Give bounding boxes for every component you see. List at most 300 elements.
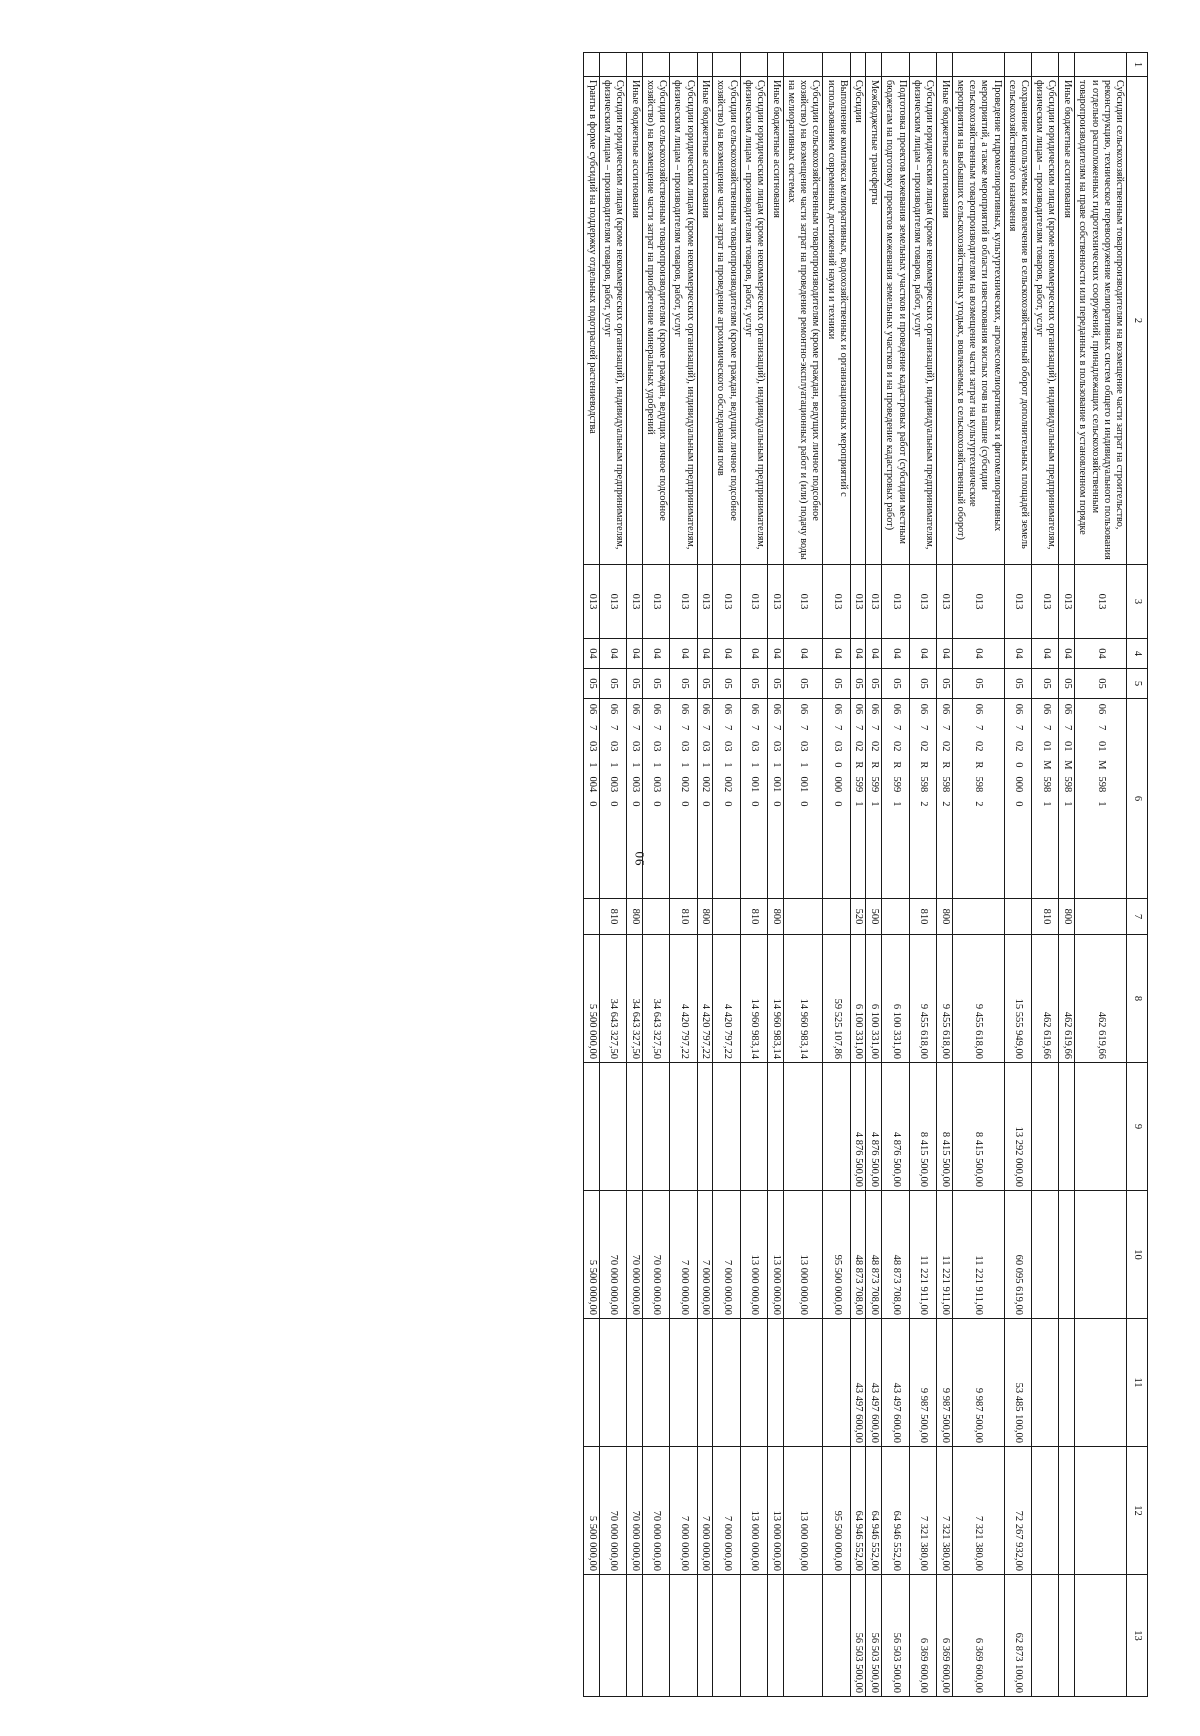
target-article-suffix: 1: [853, 801, 865, 807]
target-article-subprogram: 7: [770, 725, 782, 731]
ministry-code-cell: 013: [1059, 565, 1075, 639]
target-article-program: 06: [586, 703, 598, 715]
description-cell: Субсидии юридическим лицам (кроме некоммерческих организаций), индивидуальным предпринимателям, физическим лицам – производителям товаров, работ, услуг: [670, 77, 697, 565]
table-row: [1059, 53, 1075, 1697]
ministry-code-cell: 013: [740, 565, 767, 639]
amount-col-10: 48 873 708,00: [882, 1191, 909, 1319]
description-cell: Иные бюджетные ассигнования: [768, 77, 784, 565]
target-article-event: 03: [721, 741, 733, 752]
target-article-subprogram: 7: [721, 725, 733, 731]
amount-col-11: 9 987 500,00: [909, 1319, 936, 1447]
expense-type-cell: 810: [670, 899, 697, 935]
col-number-13: 13: [1127, 1575, 1148, 1697]
table-row: [599, 53, 626, 1697]
amount-col-9: 8 415 500,00: [909, 1063, 936, 1191]
target-article-letter: М: [1095, 760, 1107, 770]
amount-col-13: [740, 1575, 767, 1697]
ministry-code-cell: 013: [642, 565, 669, 639]
col-number-8: 8: [1127, 935, 1148, 1063]
amount-col-9: 4 876 500,00: [866, 1063, 882, 1191]
target-article-letter: 1: [608, 762, 620, 768]
section-code-cell: 04: [909, 639, 936, 669]
target-article-subprogram: 7: [798, 725, 810, 731]
amount-col-12: 13 000 000,00: [740, 1447, 767, 1575]
target-article-suffix: 2: [918, 801, 930, 807]
subsection-code-cell: 05: [768, 669, 784, 699]
section-code-cell: 04: [583, 639, 599, 669]
ministry-code-cell: 013: [937, 565, 953, 639]
amount-col-9: [697, 1063, 713, 1191]
row-number-cell: [740, 53, 767, 77]
amount-col-9: 8 415 500,00: [952, 1063, 1004, 1191]
amount-col-12: 70 000 000,00: [599, 1447, 626, 1575]
target-article-cell: [740, 699, 767, 899]
amount-col-8: 59 525 107,86: [823, 935, 850, 1063]
amount-col-10: 70 000 000,00: [627, 1191, 643, 1319]
amount-col-9: [823, 1063, 850, 1191]
target-article-letter: R: [918, 761, 930, 769]
subsection-code-cell: 05: [1032, 669, 1059, 699]
target-article-program: 06: [749, 703, 761, 715]
target-article-direction: 598: [918, 776, 930, 793]
target-article-direction: 598: [1040, 776, 1052, 793]
target-article-cell: [599, 699, 626, 899]
table-row: [823, 53, 850, 1697]
target-article-cell: [850, 699, 866, 899]
description-cell: Иные бюджетные ассигнования: [1059, 77, 1075, 565]
amount-col-11: 43 497 600,00: [850, 1319, 866, 1447]
target-article-subprogram: 7: [831, 725, 843, 731]
amount-col-12: 95 500 000,00: [823, 1447, 850, 1575]
expense-type-cell: 810: [909, 899, 936, 935]
target-article-program: 06: [798, 703, 810, 715]
target-article-event: 02: [853, 741, 865, 752]
table-row: [740, 53, 767, 1697]
subsection-code-cell: 05: [882, 669, 909, 699]
target-article-event: 01: [1095, 741, 1107, 752]
target-article-subprogram: 7: [749, 725, 761, 731]
amount-col-12: [1032, 1447, 1059, 1575]
ministry-code-cell: 013: [783, 565, 823, 639]
target-article-cell: [783, 699, 823, 899]
target-article-cell: [713, 699, 740, 899]
ministry-code-cell: 013: [670, 565, 697, 639]
target-article-letter: 0: [1013, 762, 1025, 768]
amount-col-12: 64 946 552,00: [882, 1447, 909, 1575]
amount-col-10: [1075, 1191, 1127, 1319]
amount-col-11: 9 987 500,00: [952, 1319, 1004, 1447]
subsection-code-cell: 05: [583, 669, 599, 699]
row-number-cell: [1075, 53, 1127, 77]
target-article-subprogram: 7: [890, 725, 902, 731]
ministry-code-cell: 013: [823, 565, 850, 639]
section-code-cell: 04: [599, 639, 626, 669]
expense-type-cell: 800: [1059, 899, 1075, 935]
target-article-program: 06: [1062, 703, 1074, 715]
col-number-9: 9: [1127, 1063, 1148, 1191]
amount-col-11: [823, 1319, 850, 1447]
amount-col-8: 34 643 327,50: [599, 935, 626, 1063]
target-article-letter: 1: [770, 762, 782, 768]
expense-type-cell: [583, 899, 599, 935]
target-article-event: 03: [608, 741, 620, 752]
subsection-code-cell: 05: [642, 669, 669, 699]
description-cell: Субсидии юридическим лицам (кроме некоммерческих организаций), индивидуальным предпринимателям, физическим лицам – производителям товаров, работ, услуг: [740, 77, 767, 565]
target-article-program: 06: [651, 703, 663, 715]
target-article-letter: 1: [749, 762, 761, 768]
target-article-event: 02: [890, 741, 902, 752]
amount-col-10: 70 000 000,00: [599, 1191, 626, 1319]
amount-col-10: [1059, 1191, 1075, 1319]
table-row: [909, 53, 936, 1697]
amount-col-9: [768, 1063, 784, 1191]
target-article-direction: 004: [586, 776, 598, 793]
subsection-code-cell: 05: [599, 669, 626, 699]
amount-col-13: 56 503 500,00: [866, 1575, 882, 1697]
amount-col-10: 11 221 911,00: [937, 1191, 953, 1319]
expense-type-cell: [1004, 899, 1031, 935]
target-article-letter: 1: [678, 762, 690, 768]
table-row: [768, 53, 784, 1697]
target-article-cell: [823, 699, 850, 899]
target-article-letter: 1: [798, 762, 810, 768]
section-code-cell: 04: [627, 639, 643, 669]
target-article-cell: [1059, 699, 1075, 899]
section-code-cell: 04: [740, 639, 767, 669]
amount-col-13: 62 873 100,00: [1004, 1575, 1031, 1697]
amount-col-13: [642, 1575, 669, 1697]
target-article-direction: 003: [651, 776, 663, 793]
amount-col-10: 5 500 000,00: [583, 1191, 599, 1319]
amount-col-9: [670, 1063, 697, 1191]
target-article-cell: [866, 699, 882, 899]
target-article-suffix: 0: [1013, 801, 1025, 807]
target-article-suffix: 0: [586, 801, 598, 807]
amount-col-11: 43 497 600,00: [866, 1319, 882, 1447]
amount-col-11: [713, 1319, 740, 1447]
target-article-event: 03: [749, 741, 761, 752]
target-article-program: 06: [939, 703, 951, 715]
ministry-code-cell: 013: [882, 565, 909, 639]
target-article-program: 06: [608, 703, 620, 715]
amount-col-9: 8 415 500,00: [937, 1063, 953, 1191]
amount-col-9: [1032, 1063, 1059, 1191]
section-code-cell: 04: [823, 639, 850, 669]
target-article-subprogram: 7: [586, 725, 598, 731]
amount-col-8: 15 555 949,00: [1004, 935, 1031, 1063]
expense-type-cell: 810: [740, 899, 767, 935]
ministry-code-cell: 013: [850, 565, 866, 639]
amount-col-13: [713, 1575, 740, 1697]
col-number-12: 12: [1127, 1447, 1148, 1575]
amount-col-11: [740, 1319, 767, 1447]
section-code-cell: 04: [768, 639, 784, 669]
target-article-subprogram: 7: [1095, 725, 1107, 731]
amount-col-12: 72 267 932,00: [1004, 1447, 1031, 1575]
target-article-event: 01: [1040, 741, 1052, 752]
table-row: [1075, 53, 1127, 1697]
row-number-cell: [599, 53, 626, 77]
target-article-suffix: 1: [890, 801, 902, 807]
description-cell: Иные бюджетные ассигнования: [937, 77, 953, 565]
amount-col-13: [599, 1575, 626, 1697]
description-cell: Субсидии сельскохозяйственным товаропроизводителям (кроме граждан, ведущих личное подсобное хозяйство) на возмещение части затрат на проведение агрохимического обследования почв: [713, 77, 740, 565]
target-article-direction: 598: [973, 776, 985, 793]
amount-col-12: 64 946 552,00: [850, 1447, 866, 1575]
section-code-cell: 04: [642, 639, 669, 669]
amount-col-8: 5 500 000,00: [583, 935, 599, 1063]
row-number-cell: [1059, 53, 1075, 77]
target-article-cell: [697, 699, 713, 899]
amount-col-11: [1075, 1319, 1127, 1447]
amount-col-8: 462 619,66: [1059, 935, 1075, 1063]
amount-col-8: 14 960 983,14: [740, 935, 767, 1063]
ministry-code-cell: 013: [952, 565, 1004, 639]
amount-col-13: 56 503 500,00: [850, 1575, 866, 1697]
target-article-letter: 1: [700, 762, 712, 768]
table-row: [850, 53, 866, 1697]
target-article-program: 06: [1040, 703, 1052, 715]
col-number-6: 6: [1127, 699, 1148, 899]
amount-col-11: [1059, 1319, 1075, 1447]
description-cell: Иные бюджетные ассигнования: [697, 77, 713, 565]
target-article-cell: [627, 699, 643, 899]
amount-col-11: [768, 1319, 784, 1447]
table-row: [713, 53, 740, 1697]
target-article-suffix: 1: [1040, 801, 1052, 807]
target-article-letter: R: [939, 761, 951, 769]
target-article-direction: 599: [853, 776, 865, 793]
target-article-direction: 003: [629, 776, 641, 793]
amount-col-11: [697, 1319, 713, 1447]
section-code-cell: 04: [952, 639, 1004, 669]
table-row: [697, 53, 713, 1697]
expense-type-cell: 500: [866, 899, 882, 935]
section-code-cell: 04: [697, 639, 713, 669]
ministry-code-cell: 013: [583, 565, 599, 639]
target-article-subprogram: 7: [939, 725, 951, 731]
target-article-cell: [952, 699, 1004, 899]
target-article-program: 06: [700, 703, 712, 715]
amount-col-10: 7 000 000,00: [697, 1191, 713, 1319]
ministry-code-cell: 013: [866, 565, 882, 639]
target-article-program: 06: [973, 703, 985, 715]
ministry-code-cell: 013: [599, 565, 626, 639]
col-number-1: 1: [1127, 53, 1148, 77]
target-article-program: 06: [918, 703, 930, 715]
target-article-suffix: 0: [678, 801, 690, 807]
row-number-cell: [627, 53, 643, 77]
subsection-code-cell: 05: [909, 669, 936, 699]
table-row: [882, 53, 909, 1697]
amount-col-8: 6 100 331,00: [866, 935, 882, 1063]
target-article-event: 03: [629, 741, 641, 752]
table-body: [583, 53, 1126, 1697]
table-row: [583, 53, 599, 1697]
table-row: [783, 53, 823, 1697]
expense-type-cell: [952, 899, 1004, 935]
target-article-letter: 1: [629, 762, 641, 768]
row-number-cell: [583, 53, 599, 77]
target-article-cell: [583, 699, 599, 899]
col-number-11: 11: [1127, 1319, 1148, 1447]
target-article-subprogram: 7: [629, 725, 641, 731]
target-article-subprogram: 7: [918, 725, 930, 731]
description-cell: Субсидии юридическим лицам (кроме некоммерческих организаций), индивидуальным предпринимателям, физическим лицам – производителям товаров, работ, услуг: [599, 77, 626, 565]
ministry-code-cell: 013: [909, 565, 936, 639]
amount-col-8: 34 643 327,50: [627, 935, 643, 1063]
table-row: [937, 53, 953, 1697]
expense-type-cell: 800: [768, 899, 784, 935]
row-number-cell: [1004, 53, 1031, 77]
target-article-suffix: 1: [869, 801, 881, 807]
subsection-code-cell: 05: [627, 669, 643, 699]
amount-col-9: [583, 1063, 599, 1191]
section-code-cell: 04: [713, 639, 740, 669]
target-article-direction: 002: [721, 776, 733, 793]
col-number-3: 3: [1127, 565, 1148, 639]
expense-type-cell: [713, 899, 740, 935]
amount-col-13: [670, 1575, 697, 1697]
amount-col-8: 9 455 618,00: [937, 935, 953, 1063]
amount-col-12: 7 321 380,00: [937, 1447, 953, 1575]
amount-col-12: [1059, 1447, 1075, 1575]
amount-col-13: [697, 1575, 713, 1697]
target-article-letter: М: [1062, 760, 1074, 770]
section-code-cell: 04: [866, 639, 882, 669]
amount-col-9: 13 292 000,00: [1004, 1063, 1031, 1191]
target-article-direction: 598: [1062, 776, 1074, 793]
target-article-direction: 001: [749, 776, 761, 793]
target-article-event: 02: [973, 741, 985, 752]
target-article-event: 03: [651, 741, 663, 752]
target-article-event: 03: [700, 741, 712, 752]
target-article-subprogram: 7: [700, 725, 712, 731]
amount-col-8: 14 960 983,14: [783, 935, 823, 1063]
row-number-cell: [768, 53, 784, 77]
expense-type-cell: 520: [850, 899, 866, 935]
expense-type-cell: 800: [627, 899, 643, 935]
description-cell: Субсидии: [850, 77, 866, 565]
amount-col-10: 7 000 000,00: [670, 1191, 697, 1319]
col-number-2: 2: [1127, 77, 1148, 565]
description-cell: Субсидии сельскохозяйственным товаропроизводителям (кроме граждан, ведущих личное подсобное хозяйство) на возмещение части затрат на проведение ремонтно-эксплуатационных работ и (или) подачу воды на мелиоративных системах: [783, 77, 823, 565]
target-article-program: 06: [770, 703, 782, 715]
target-article-direction: 003: [608, 776, 620, 793]
target-article-suffix: 0: [831, 801, 843, 807]
ministry-code-cell: 013: [1032, 565, 1059, 639]
target-article-suffix: 0: [629, 801, 641, 807]
amount-col-9: [783, 1063, 823, 1191]
target-article-cell: [670, 699, 697, 899]
target-article-event: 03: [586, 741, 598, 752]
target-article-event: 03: [798, 741, 810, 752]
subsection-code-cell: 05: [850, 669, 866, 699]
row-number-cell: [642, 53, 669, 77]
target-article-suffix: 0: [608, 801, 620, 807]
subsection-code-cell: 05: [740, 669, 767, 699]
target-article-program: 06: [890, 703, 902, 715]
expense-type-cell: 800: [937, 899, 953, 935]
amount-col-12: 13 000 000,00: [768, 1447, 784, 1575]
amount-col-13: 6 369 600,00: [909, 1575, 936, 1697]
row-number-cell: [1032, 53, 1059, 77]
target-article-cell: [642, 699, 669, 899]
amount-col-9: [627, 1063, 643, 1191]
target-article-letter: R: [869, 761, 881, 769]
amount-col-10: 48 873 708,00: [866, 1191, 882, 1319]
subsection-code-cell: 05: [697, 669, 713, 699]
table-row: [952, 53, 1004, 1697]
target-article-subprogram: 7: [973, 725, 985, 731]
subsection-code-cell: 05: [783, 669, 823, 699]
section-code-cell: 04: [1004, 639, 1031, 669]
target-article-event: 03: [770, 741, 782, 752]
col-number-4: 4: [1127, 639, 1148, 669]
target-article-suffix: 2: [939, 801, 951, 807]
amount-col-9: 4 876 500,00: [850, 1063, 866, 1191]
amount-col-13: 56 503 500,00: [882, 1575, 909, 1697]
expense-type-cell: [823, 899, 850, 935]
target-article-letter: 0: [831, 762, 843, 768]
description-cell: Подготовка проектов межевания земельных участков и проведение кадастровых работ (субсидии местным бюджетам на подготовку проектов межевания земельных участков и на проведение кадастровых работ): [882, 77, 909, 565]
amount-col-8: 4 420 797,22: [697, 935, 713, 1063]
expense-type-cell: 810: [599, 899, 626, 935]
target-article-subprogram: 7: [651, 725, 663, 731]
target-article-letter: М: [1040, 760, 1052, 770]
target-article-suffix: 0: [770, 801, 782, 807]
amount-col-11: [783, 1319, 823, 1447]
column-number-row: [1127, 53, 1148, 1697]
section-code-cell: 04: [1032, 639, 1059, 669]
target-article-cell: [1075, 699, 1127, 899]
amount-col-13: [768, 1575, 784, 1697]
amount-col-13: [583, 1575, 599, 1697]
subsection-code-cell: 05: [670, 669, 697, 699]
target-article-cell: [937, 699, 953, 899]
description-cell: Гранты в форме субсидий на поддержку отдельных подотраслей растениеводства: [583, 77, 599, 565]
amount-col-10: 95 500 000,00: [823, 1191, 850, 1319]
target-article-cell: [1004, 699, 1031, 899]
budget-table-page: [88, 52, 1148, 1696]
section-code-cell: 04: [783, 639, 823, 669]
section-code-cell: 04: [882, 639, 909, 669]
col-number-7: 7: [1127, 899, 1148, 935]
amount-col-9: 4 876 500,00: [882, 1063, 909, 1191]
target-article-direction: 001: [798, 776, 810, 793]
amount-col-10: 11 221 911,00: [909, 1191, 936, 1319]
target-article-subprogram: 7: [678, 725, 690, 731]
subsection-code-cell: 05: [1059, 669, 1075, 699]
row-number-cell: [783, 53, 823, 77]
row-number-cell: [952, 53, 1004, 77]
expense-type-cell: [882, 899, 909, 935]
target-article-cell: [1032, 699, 1059, 899]
row-number-cell: [882, 53, 909, 77]
amount-col-10: 70 000 000,00: [642, 1191, 669, 1319]
amount-col-11: [627, 1319, 643, 1447]
table-row: [627, 53, 643, 1697]
amount-col-9: [599, 1063, 626, 1191]
amount-col-13: 6 369 600,00: [937, 1575, 953, 1697]
target-article-letter: R: [890, 761, 902, 769]
amount-col-8: 4 420 797,22: [713, 935, 740, 1063]
col-number-5: 5: [1127, 669, 1148, 699]
target-article-suffix: 0: [651, 801, 663, 807]
table-row: [670, 53, 697, 1697]
subsection-code-cell: 05: [713, 669, 740, 699]
amount-col-12: 64 946 552,00: [866, 1447, 882, 1575]
